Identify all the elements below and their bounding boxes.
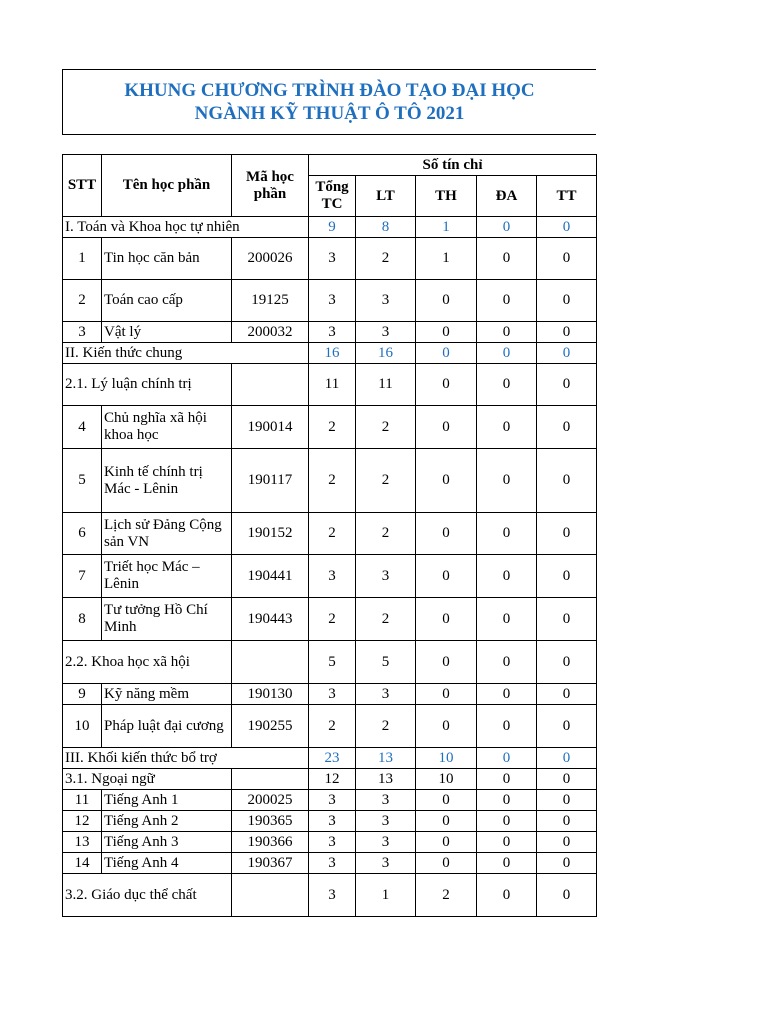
course-name: Tiếng Anh 4 [102, 853, 232, 874]
course-tt: 0 [537, 449, 597, 513]
course-name: Kỹ năng mềm [102, 684, 232, 705]
empty-cell [232, 641, 309, 684]
course-tong: 3 [309, 790, 356, 811]
section-label: III. Khối kiến thức bổ trợ [63, 748, 309, 769]
course-lt: 2 [356, 598, 416, 641]
course-stt: 2 [63, 280, 102, 322]
section-row [63, 217, 597, 238]
course-code: 200032 [232, 322, 309, 343]
course-da: 0 [477, 790, 537, 811]
course-th: 0 [416, 280, 477, 322]
subsection-th: 2 [416, 874, 477, 917]
course-name: Tin học căn bản [102, 238, 232, 280]
subsection-da: 0 [477, 641, 537, 684]
subsection-tong: 12 [309, 769, 356, 790]
header-lt: LT [356, 176, 416, 217]
course-stt: 4 [63, 406, 102, 449]
course-da: 0 [477, 555, 537, 598]
subsection-da: 0 [477, 874, 537, 917]
subsection-th: 0 [416, 364, 477, 406]
table-row [63, 811, 597, 832]
section-row [63, 343, 597, 364]
course-stt: 1 [63, 238, 102, 280]
course-stt: 6 [63, 513, 102, 555]
title-line-1: KHUNG CHƯƠNG TRÌNH ĐÀO TẠO ĐẠI HỌC [124, 80, 535, 101]
course-da: 0 [477, 705, 537, 748]
course-stt: 8 [63, 598, 102, 641]
course-tt: 0 [537, 280, 597, 322]
section-da: 0 [477, 748, 537, 769]
header-tt: TT [537, 176, 597, 217]
course-name: Chủ nghĩa xã hội khoa học [102, 406, 232, 449]
course-th: 0 [416, 322, 477, 343]
course-name: Kinh tế chính trị Mác - Lênin [102, 449, 232, 513]
course-th: 0 [416, 449, 477, 513]
section-lt: 16 [356, 343, 416, 364]
course-lt: 2 [356, 238, 416, 280]
section-tt: 0 [537, 343, 597, 364]
subsection-label: 3.1. Ngoại ngữ [63, 769, 232, 790]
table-row [63, 406, 597, 449]
course-stt: 9 [63, 684, 102, 705]
section-th: 10 [416, 748, 477, 769]
table-row [63, 598, 597, 641]
subsection-tt: 0 [537, 364, 597, 406]
course-lt: 2 [356, 513, 416, 555]
course-lt: 3 [356, 322, 416, 343]
header-ten-hoc-phan: Tên học phần [102, 155, 232, 217]
subsection-tt: 0 [537, 641, 597, 684]
subsection-tong: 5 [309, 641, 356, 684]
course-tong: 2 [309, 449, 356, 513]
header-so-tin-chi: Số tín chỉ [309, 155, 597, 176]
course-tt: 0 [537, 811, 597, 832]
course-stt: 11 [63, 790, 102, 811]
course-tt: 0 [537, 322, 597, 343]
course-tt: 0 [537, 684, 597, 705]
section-da: 0 [477, 217, 537, 238]
section-row [63, 748, 597, 769]
subsection-lt: 13 [356, 769, 416, 790]
course-tt: 0 [537, 238, 597, 280]
course-tt: 0 [537, 513, 597, 555]
course-name: Vật lý [102, 322, 232, 343]
course-lt: 3 [356, 790, 416, 811]
course-tong: 2 [309, 705, 356, 748]
course-tt: 0 [537, 832, 597, 853]
table-row [63, 832, 597, 853]
section-lt: 13 [356, 748, 416, 769]
course-stt: 10 [63, 705, 102, 748]
table-row [63, 853, 597, 874]
section-da: 0 [477, 343, 537, 364]
course-th: 0 [416, 832, 477, 853]
course-tong: 3 [309, 238, 356, 280]
course-tt: 0 [537, 705, 597, 748]
course-tt: 0 [537, 853, 597, 874]
course-th: 0 [416, 705, 477, 748]
title-line-2: NGÀNH KỸ THUẬT Ô TÔ 2021 [194, 103, 465, 124]
course-th: 0 [416, 513, 477, 555]
course-code: 190366 [232, 832, 309, 853]
course-tt: 0 [537, 406, 597, 449]
course-tong: 2 [309, 513, 356, 555]
course-tong: 3 [309, 853, 356, 874]
table-row [63, 513, 597, 555]
course-th: 0 [416, 598, 477, 641]
subsection-label: 2.2. Khoa học xã hội [63, 641, 232, 684]
course-da: 0 [477, 513, 537, 555]
table-row [63, 449, 597, 513]
course-th: 0 [416, 555, 477, 598]
course-name: Tiếng Anh 1 [102, 790, 232, 811]
course-lt: 3 [356, 280, 416, 322]
document-title [62, 69, 596, 135]
subsection-lt: 5 [356, 641, 416, 684]
course-code: 190255 [232, 705, 309, 748]
course-th: 1 [416, 238, 477, 280]
subsection-row [63, 769, 597, 790]
course-th: 0 [416, 790, 477, 811]
course-da: 0 [477, 832, 537, 853]
course-lt: 3 [356, 555, 416, 598]
course-code: 190365 [232, 811, 309, 832]
subsection-th: 10 [416, 769, 477, 790]
table-row [63, 705, 597, 748]
subsection-da: 0 [477, 364, 537, 406]
section-tt: 0 [537, 748, 597, 769]
course-tong: 3 [309, 322, 356, 343]
course-tt: 0 [537, 555, 597, 598]
header-th: TH [416, 176, 477, 217]
subsection-tong: 3 [309, 874, 356, 917]
course-code: 200026 [232, 238, 309, 280]
course-stt: 13 [63, 832, 102, 853]
course-name: Lịch sử Đảng Cộng sản VN [102, 513, 232, 555]
course-code: 190152 [232, 513, 309, 555]
course-tong: 2 [309, 406, 356, 449]
subsection-row [63, 641, 597, 684]
course-da: 0 [477, 598, 537, 641]
course-tong: 2 [309, 598, 356, 641]
header-ma-hoc-phan: Mã học phần [232, 155, 309, 217]
subsection-tt: 0 [537, 874, 597, 917]
section-tong: 9 [309, 217, 356, 238]
course-tong: 3 [309, 811, 356, 832]
course-tong: 3 [309, 555, 356, 598]
table-row [63, 238, 597, 280]
subsection-lt: 1 [356, 874, 416, 917]
section-th: 1 [416, 217, 477, 238]
course-code: 200025 [232, 790, 309, 811]
table-row [63, 790, 597, 811]
table-row [63, 280, 597, 322]
course-th: 0 [416, 406, 477, 449]
course-lt: 3 [356, 811, 416, 832]
course-lt: 2 [356, 406, 416, 449]
course-tong: 3 [309, 832, 356, 853]
section-tong: 23 [309, 748, 356, 769]
course-code: 190367 [232, 853, 309, 874]
course-name: Tiếng Anh 2 [102, 811, 232, 832]
subsection-tong: 11 [309, 364, 356, 406]
table-row [63, 322, 597, 343]
course-name: Toán cao cấp [102, 280, 232, 322]
subsection-th: 0 [416, 641, 477, 684]
subsection-da: 0 [477, 769, 537, 790]
section-tong: 16 [309, 343, 356, 364]
course-code: 190014 [232, 406, 309, 449]
course-lt: 3 [356, 684, 416, 705]
empty-cell [232, 874, 309, 917]
subsection-row [63, 874, 597, 917]
course-stt: 14 [63, 853, 102, 874]
section-tt: 0 [537, 217, 597, 238]
subsection-tt: 0 [537, 769, 597, 790]
header-tong-tc: Tổng TC [309, 176, 356, 217]
section-label: I. Toán và Khoa học tự nhiên [63, 217, 309, 238]
course-da: 0 [477, 238, 537, 280]
course-th: 0 [416, 811, 477, 832]
course-name: Triết học Mác – Lênin [102, 555, 232, 598]
course-code: 190117 [232, 449, 309, 513]
course-name: Tiếng Anh 3 [102, 832, 232, 853]
course-name: Tư tưởng Hồ Chí Minh [102, 598, 232, 641]
course-tong: 3 [309, 684, 356, 705]
section-lt: 8 [356, 217, 416, 238]
course-lt: 3 [356, 853, 416, 874]
course-stt: 7 [63, 555, 102, 598]
course-tt: 0 [537, 790, 597, 811]
course-da: 0 [477, 280, 537, 322]
course-code: 190441 [232, 555, 309, 598]
course-da: 0 [477, 406, 537, 449]
course-stt: 3 [63, 322, 102, 343]
course-da: 0 [477, 322, 537, 343]
curriculum-table [62, 154, 597, 917]
course-da: 0 [477, 449, 537, 513]
course-stt: 5 [63, 449, 102, 513]
table-row [63, 684, 597, 705]
course-lt: 2 [356, 449, 416, 513]
course-code: 190443 [232, 598, 309, 641]
course-code: 19125 [232, 280, 309, 322]
course-th: 0 [416, 684, 477, 705]
course-da: 0 [477, 853, 537, 874]
empty-cell [232, 769, 309, 790]
header-da: ĐA [477, 176, 537, 217]
course-da: 0 [477, 684, 537, 705]
subsection-row [63, 364, 597, 406]
section-label: II. Kiến thức chung [63, 343, 309, 364]
header-row-1 [63, 155, 597, 176]
course-lt: 3 [356, 832, 416, 853]
section-th: 0 [416, 343, 477, 364]
course-th: 0 [416, 853, 477, 874]
table-row [63, 555, 597, 598]
course-code: 190130 [232, 684, 309, 705]
header-stt: STT [63, 155, 102, 217]
course-da: 0 [477, 811, 537, 832]
course-tt: 0 [537, 598, 597, 641]
course-stt: 12 [63, 811, 102, 832]
empty-cell [232, 364, 309, 406]
subsection-label: 2.1. Lý luận chính trị [63, 364, 232, 406]
course-name: Pháp luật đại cương [102, 705, 232, 748]
subsection-lt: 11 [356, 364, 416, 406]
course-lt: 2 [356, 705, 416, 748]
subsection-label: 3.2. Giáo dục thể chất [63, 874, 232, 917]
course-tong: 3 [309, 280, 356, 322]
